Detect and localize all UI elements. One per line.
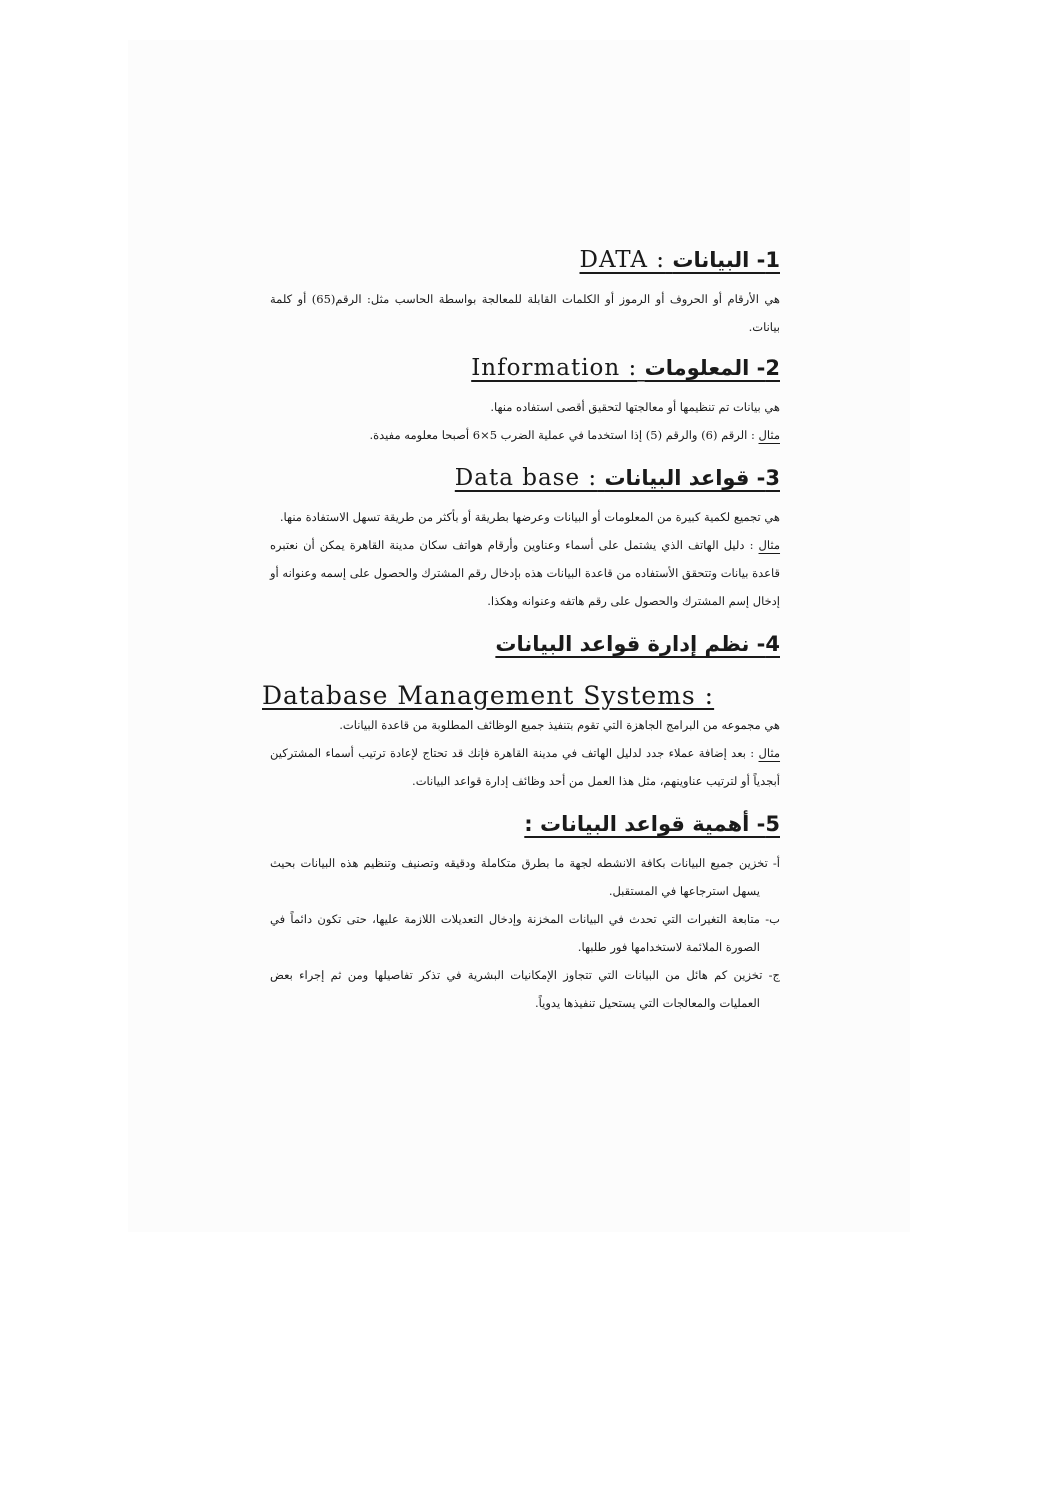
list-item: ب- متابعة التغيرات التي تحدث في البيانات المخزنة وإدخال التعديلات اللازمة عليها، حتى تكون دائماً في الصورة الملائمة لاستخدامها فور طلبها.: [270, 912, 780, 954]
section-data: [270, 245, 780, 341]
heading-arabic: 1- البيانات: [672, 248, 780, 272]
document-content: [262, 245, 781, 1031]
heading-latin: Information :: [471, 355, 638, 381]
section-heading: [270, 809, 780, 839]
section-importance: [270, 809, 780, 1017]
definition-paragraph: هي الأرقام أو الحروف أو الرموز أو الكلمات القابلة للمعالجة بواسطة الحاسب مثل: الرقم(65) أو كلمة بيانات.: [270, 292, 781, 334]
heading-latin: DATA :: [579, 247, 666, 273]
list-item: أ- تخزين جميع البيانات بكافة الانشطه لجهة ما بطرق متكاملة ودقيقه وتصنيف وتنظيم هذه البيانات بحيث يسهل استرجاعها في المستقبل.: [270, 856, 780, 898]
heading-arabic: 5- أهمية قواعد البيانات :: [524, 812, 780, 836]
section-information: [270, 353, 780, 449]
definition-paragraph: هي بيانات تم تنظيمها أو معالجتها لتحقيق أقصى استفاده منها.: [490, 400, 780, 414]
heading-arabic: 4- نظم إدارة قواعد البيانات: [495, 632, 780, 656]
definition-paragraph: هي تجميع لكمية كبيرة من المعلومات أو البيانات وعرضها بطريقة أو بأكثر من طريقة تسهل الاستفادة منها.: [279, 510, 780, 524]
definition-paragraph: هي مجموعه من البرامج الجاهزة التي تقوم بتنفيذ جميع الوظائف المطلوبة من قاعدة البيانات.: [339, 718, 780, 732]
heading-arabic: 3- قواعد البيانات: [604, 466, 780, 490]
heading-arabic: 2- المعلومات: [644, 356, 780, 380]
section-heading: [270, 353, 780, 383]
example-text: : بعد إضافة عملاء جدد لدليل الهاتف في مدينة القاهرة فإنك قد تحتاج لإعادة ترتيب أسماء المشتركين أبجدياً أو لترتيب عناوينهم، مثل هذا العمل من أحد وظائف إدارة قواعد البيانات.: [270, 746, 780, 788]
section-database: [270, 463, 780, 615]
example-paragraph: [270, 739, 780, 795]
example-label: مثال: [758, 538, 781, 552]
heading-latin-line: Database Management Systems :: [262, 681, 715, 710]
heading-latin: Data base :: [454, 465, 598, 491]
example-paragraph: [270, 531, 780, 615]
section-heading: [270, 245, 780, 275]
example-label: مثال: [758, 428, 780, 442]
list-item: ج- تخزين كم هائل من البيانات التي تتجاوز الإمكانيات البشرية في تذكر تفاصيلها ومن ثم إجراء بعض العمليات والمعالجات التي يستحيل تنفيذها يدوياً.: [270, 968, 780, 1010]
section-dbms: [262, 629, 781, 795]
example-label: مثال: [758, 746, 781, 760]
section-heading: [270, 463, 780, 493]
example-text: : الرقم (6) والرقم (5) إذا استخدما في عملية الضرب 5×6 أصبحا معلومه مفيدة.: [369, 428, 755, 442]
section-heading: [270, 629, 780, 659]
example-paragraph: [270, 421, 780, 449]
example-text: : دليل الهاتف الذي يشتمل على أسماء وعناوين وأرقام هواتف سكان مدينة القاهرة يمكن أن نعتبره قاعدة بيانات وتتحقق الأستفاده من قاعدة البيانات هذه بإدخال رقم المشترك والحصول على إسمه وعنوانه أو إدخال إسم المشترك والحصول على رقم هاتفه وعنوانه وهكذا.: [270, 538, 780, 608]
